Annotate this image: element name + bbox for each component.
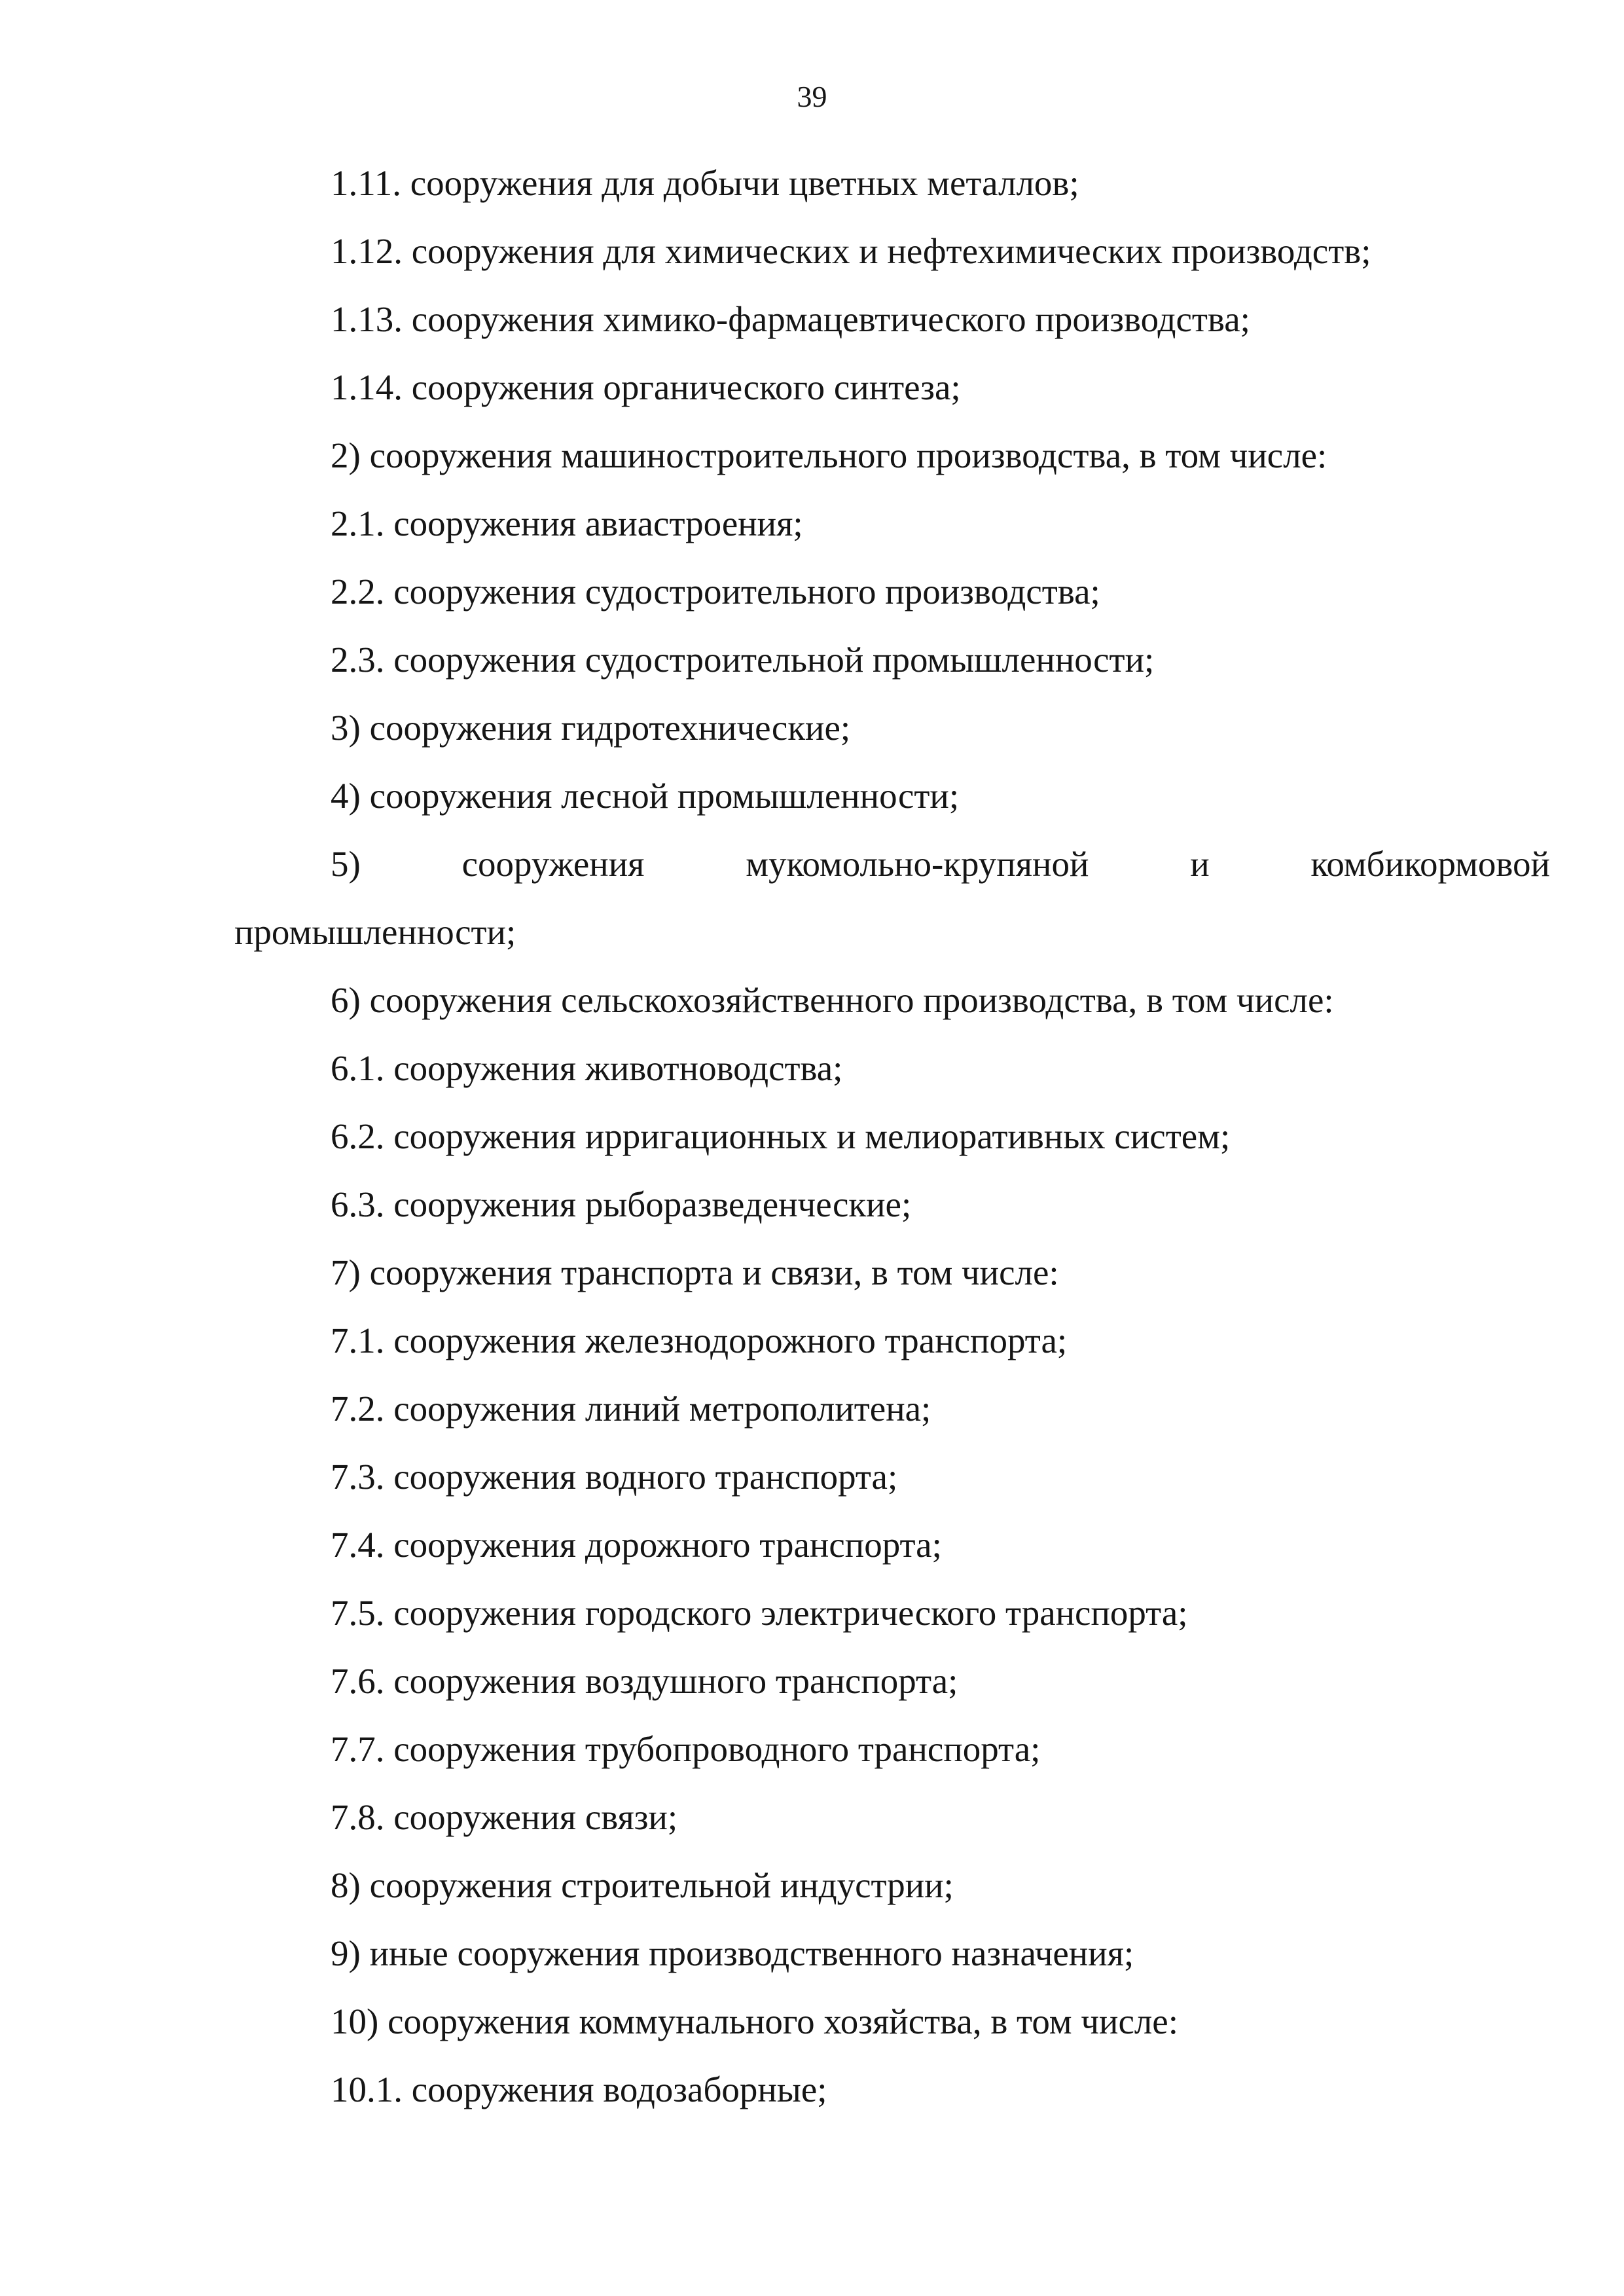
list-item: 1.13. сооружения химико-фармацевтического производства; <box>331 299 1250 339</box>
list-item: 7.8. сооружения связи; <box>331 1797 678 1837</box>
list-item: 6.3. сооружения рыборазведенческие; <box>331 1184 912 1224</box>
word: комбикормовой <box>1310 844 1550 884</box>
list-item: 3) сооружения гидротехнические; <box>331 708 851 748</box>
list-item: 1.12. сооружения для химических и нефтехимических производств; <box>331 231 1371 271</box>
list-item: 2.3. сооружения судостроительной промышленности; <box>331 640 1155 680</box>
list-item: 2.1. сооружения авиастроения; <box>331 503 803 543</box>
list-item: 7.7. сооружения трубопроводного транспорта; <box>331 1729 1041 1769</box>
list-item: 10.1. сооружения водозаборные; <box>331 2069 827 2109</box>
list-item: 10) сооружения коммунального хозяйства, в том числе: <box>331 2001 1178 2041</box>
list-item: 7.1. сооружения железнодорожного транспорта; <box>331 1321 1068 1360</box>
list-item: 4) сооружения лесной промышленности; <box>331 776 960 816</box>
word: мукомольно-крупяной <box>746 844 1089 884</box>
list-item: 2.2. сооружения судостроительного производства; <box>331 572 1100 611</box>
list-item-continuation: промышленности; <box>234 912 516 952</box>
list-item: 7.2. сооружения линий метрополитена; <box>331 1389 931 1429</box>
list-item: 7.6. сооружения воздушного транспорта; <box>331 1661 958 1701</box>
list-item: 7) сооружения транспорта и связи, в том числе: <box>331 1252 1059 1292</box>
list-item: 2) сооружения машиностроительного производства, в том числе: <box>331 435 1327 475</box>
document-body <box>234 149 1550 2124</box>
word: сооружения <box>461 844 645 884</box>
list-item-justified <box>234 830 1550 898</box>
list-item: 6.1. сооружения животноводства; <box>331 1048 843 1088</box>
list-item: 7.5. сооружения городского электрического транспорта; <box>331 1593 1188 1633</box>
word: 5) <box>331 844 361 884</box>
list-item: 8) сооружения строительной индустрии; <box>331 1865 954 1905</box>
page-number: 39 <box>797 80 827 113</box>
list-item: 9) иные сооружения производственного назначения; <box>331 1933 1134 1973</box>
list-item: 1.11. сооружения для добычи цветных металлов; <box>331 163 1079 203</box>
list-item: 7.4. сооружения дорожного транспорта; <box>331 1525 942 1565</box>
list-item: 6) сооружения сельскохозяйственного производства, в том числе: <box>331 980 1334 1020</box>
list-item: 7.3. сооружения водного транспорта; <box>331 1457 898 1497</box>
list-item: 6.2. сооружения ирригационных и мелиоративных систем; <box>331 1116 1231 1156</box>
list-item: 1.14. сооружения органического синтеза; <box>331 367 961 407</box>
word: и <box>1190 844 1210 884</box>
